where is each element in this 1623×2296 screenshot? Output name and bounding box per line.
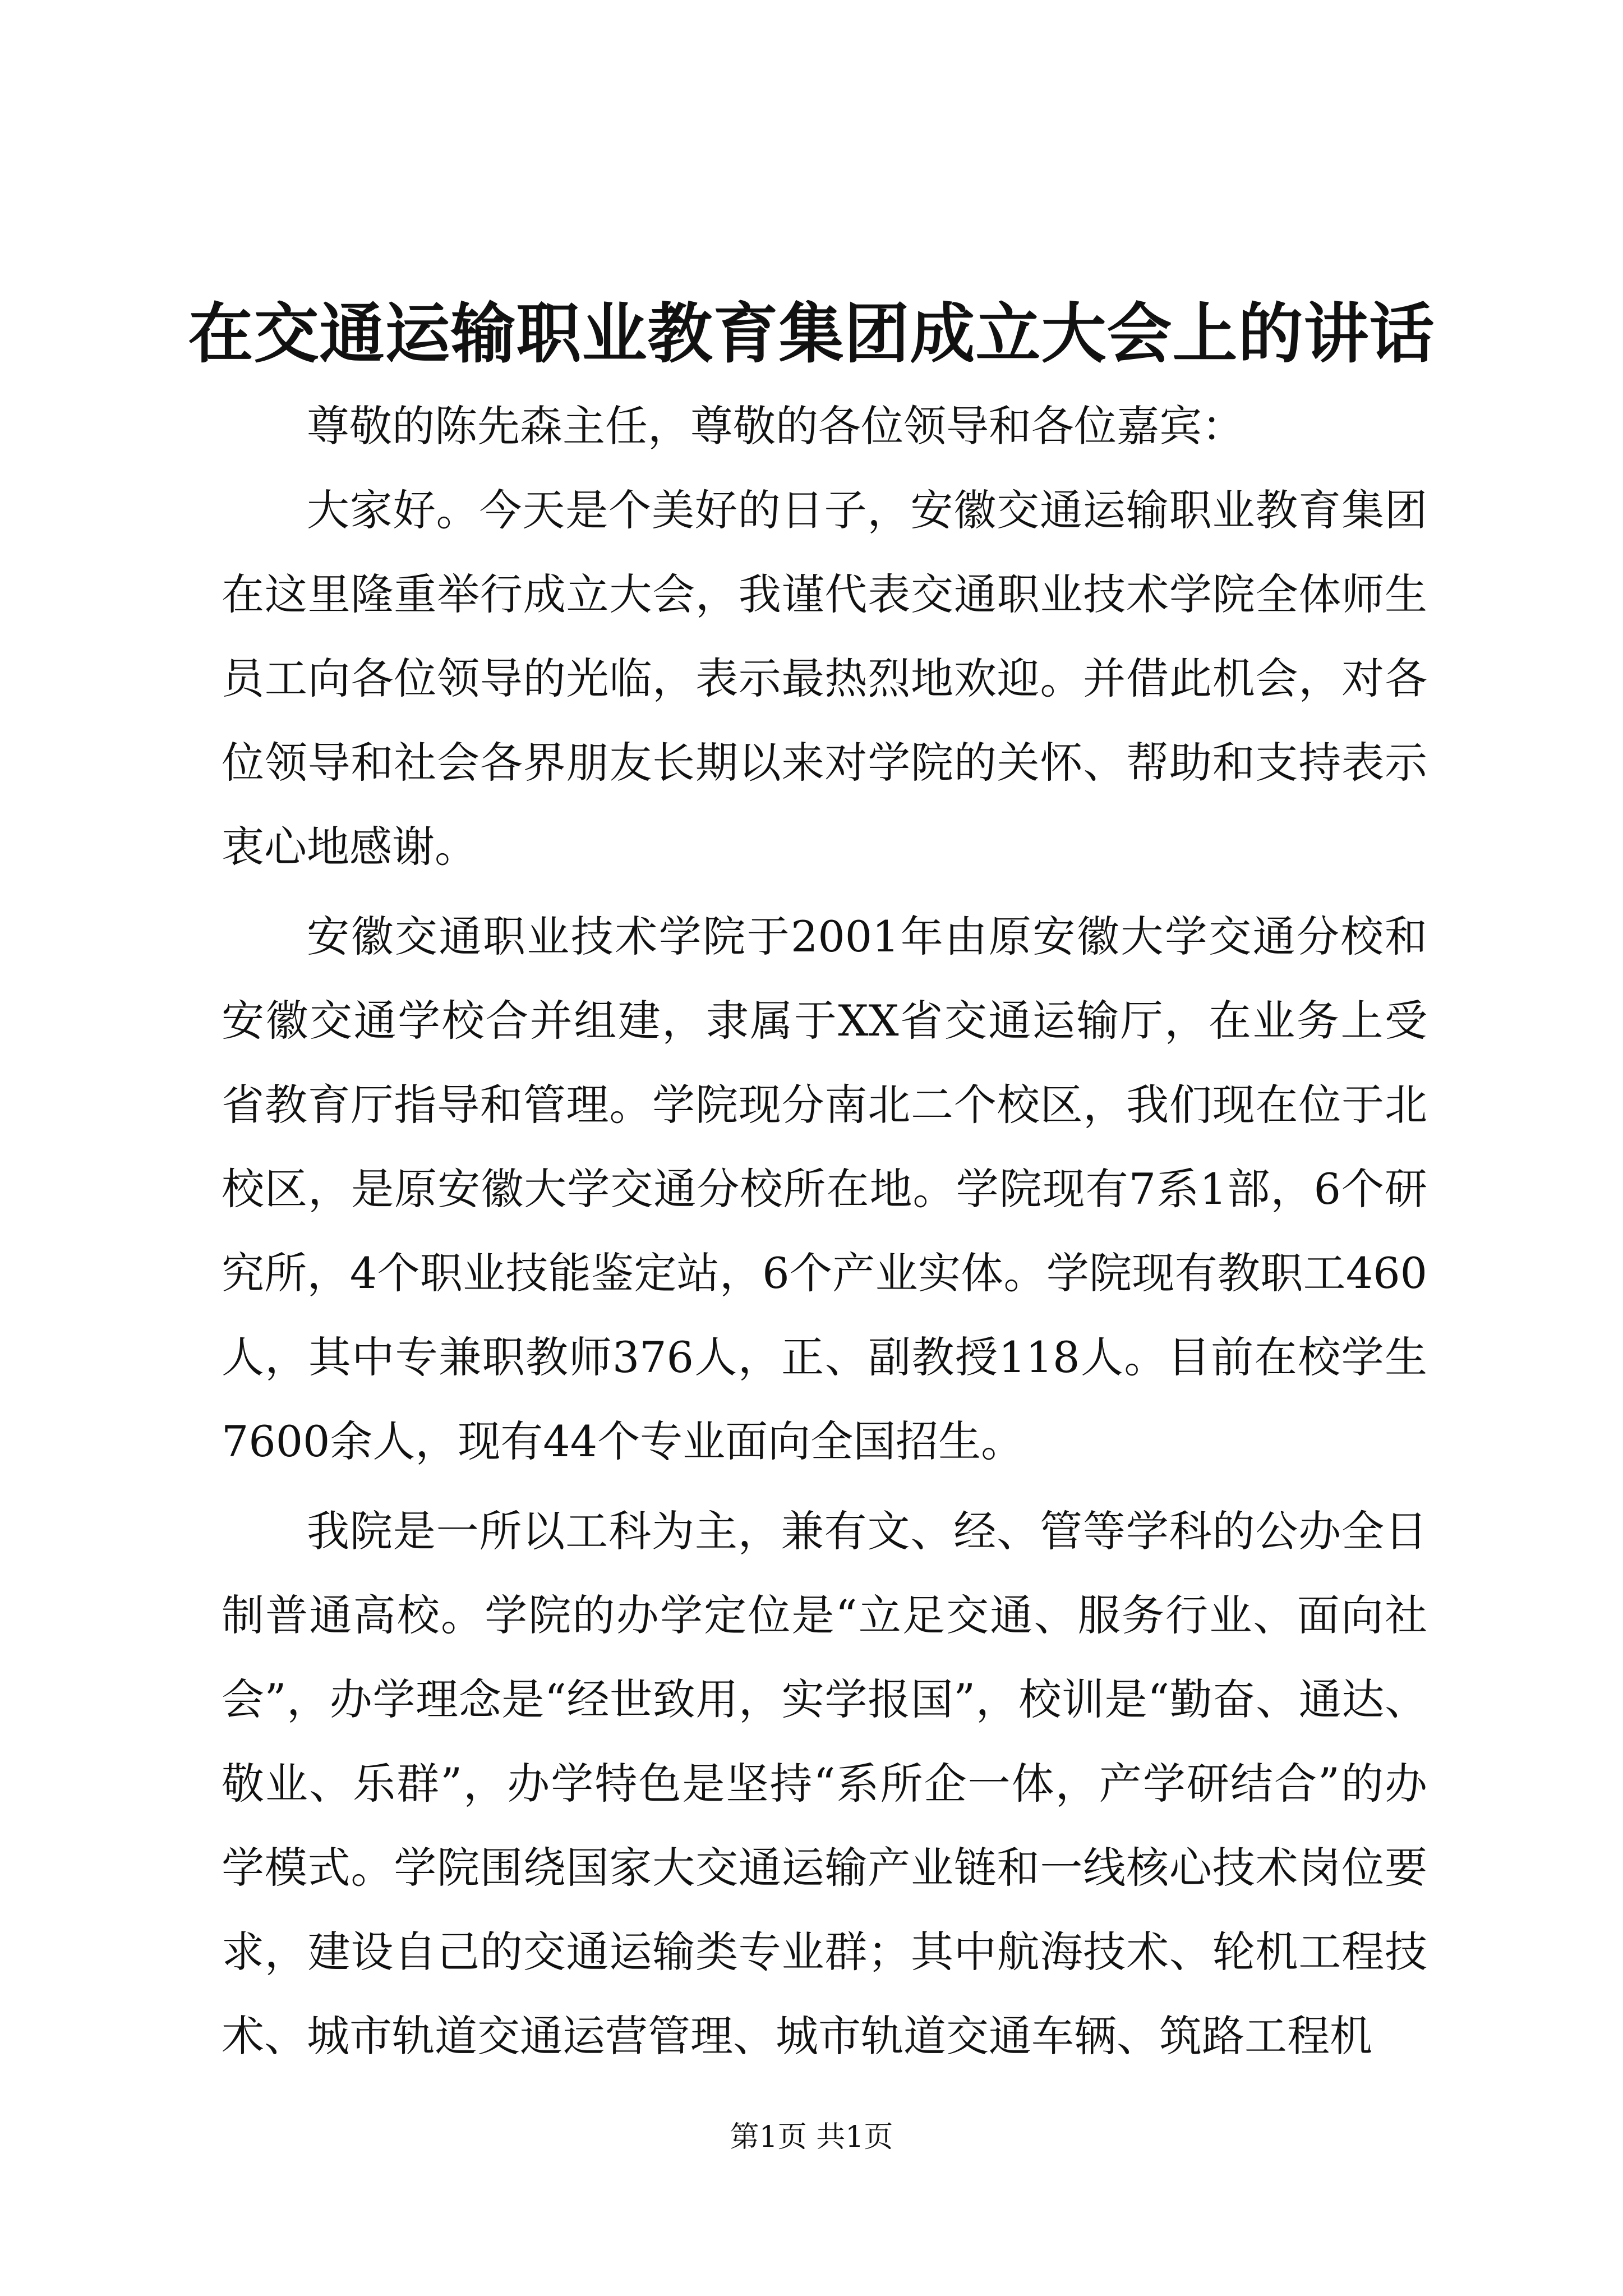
body-paragraph: 大家好。今天是个美好的日子，安徽交通运输职业教育集团在这里隆重举行成立大会，我谨代表交通职业技术学院全体师生员工向各位领导的光临，表示最热烈地欢迎。并借此机会，对各位领导和社会各界朋友长期以来对学院的关怀、帮助和支持表示衷心地感谢。 [222, 485, 1427, 872]
document-title: 在交通运输职业教育集团成立大会上的讲话 [188, 296, 1435, 372]
salutation-paragraph: 尊敬的陈先森主任，尊敬的各位领导和各位嘉宾： [307, 401, 1244, 451]
body-paragraph: 安徽交通职业技术学院于2001年由原安徽大学交通分校和安徽交通学校合并组建，隶属于XX省交通运输厅，在业务上受省教育厅指导和管理。学院现分南北二个校区，我们现在位于北校区，是原安徽大学交通分校所在地。学院现有7系1部，6个研究所，4个职业技能鉴定站，6个产业实体。学院现有教职工460人，其中专兼职教师376人，正、副教授118人。目前在校学生7600余人，现有44个专业面向全国招生。 [222, 912, 1427, 1466]
document-body [222, 384, 1427, 2084]
body-paragraph: 我院是一所以工科为主，兼有文、经、管等学科的公办全日制普通高校。学院的办学定位是“立足交通、服务行业、面向社会”，办学理念是“经世致用，实学报国”，校训是“勤奋、通达、敬业、乐群”，办学特色是坚持“系所企一体，产学研结合”的办学模式。学院围绕国家大交通运输产业链和一线核心技术岗位要求，建设自己的交通运输类专业群；其中航海技术、轮机工程技术、城市轨道交通运营管理、城市轨道交通车辆、筑路工程机 [222, 1506, 1427, 2061]
page-footer: 第1页 共1页 [730, 2120, 893, 2154]
